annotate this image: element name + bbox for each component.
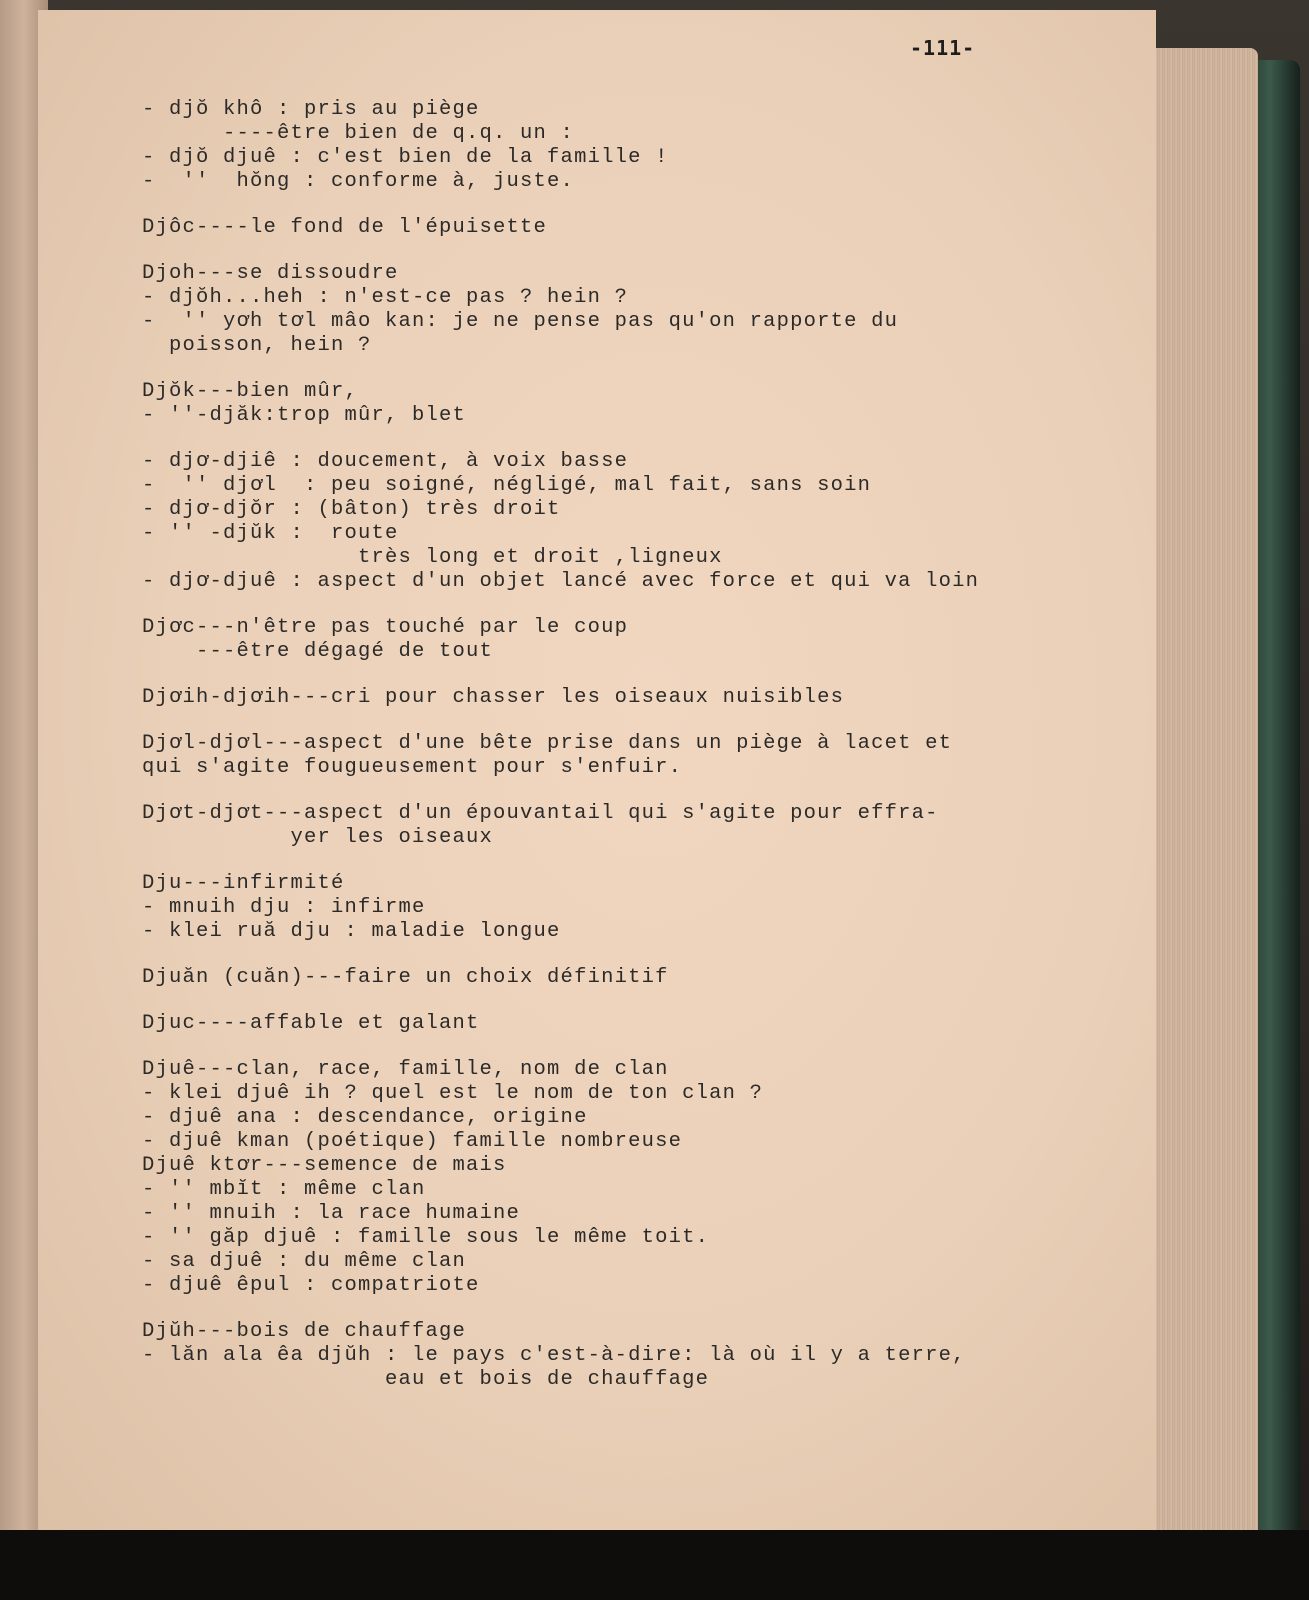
blank-line bbox=[142, 594, 1142, 616]
text-line: - djơ-djŏr : (bâton) très droit bbox=[142, 498, 561, 521]
text-line: Djuê ktơr---semence de mais bbox=[142, 1154, 507, 1177]
text-line: - '' djơl : peu soigné, négligé, mal fait, sans soin bbox=[142, 474, 872, 497]
text-line: Djuc----affable et galant bbox=[142, 1012, 480, 1035]
text-line: eau et bois de chauffage bbox=[142, 1368, 710, 1391]
page-block-edges bbox=[1148, 48, 1258, 1550]
text-line: poisson, hein ? bbox=[142, 334, 372, 357]
blank-line bbox=[142, 990, 1142, 1012]
blank-line bbox=[142, 944, 1142, 966]
blank-line bbox=[142, 194, 1142, 216]
bottom-shadow bbox=[0, 1530, 1309, 1600]
text-line: - djŏh...heh : n'est-ce pas ? hein ? bbox=[142, 286, 629, 309]
text-line: qui s'agite fougueusement pour s'enfuir. bbox=[142, 756, 683, 779]
text-line: - '' mbĭt : même clan bbox=[142, 1178, 426, 1201]
text-line: - '' mnuih : la race humaine bbox=[142, 1202, 521, 1225]
blank-line bbox=[142, 428, 1142, 450]
text-line: - mnuih dju : infirme bbox=[142, 896, 426, 919]
text-line: - '' hŏng : conforme à, juste. bbox=[142, 170, 575, 193]
blank-line bbox=[142, 240, 1142, 262]
text-line: - djŏ khô : pris au piège bbox=[142, 98, 480, 121]
text-line: - '' găp djuê : famille sous le même toit. bbox=[142, 1226, 710, 1249]
text-line: Djŏk---bien mûr, bbox=[142, 380, 359, 403]
text-line: - djơ-djiê : doucement, à voix basse bbox=[142, 450, 629, 473]
text-line: Djơih-djơih---cri pour chasser les oiseaux nuisibles bbox=[142, 686, 845, 709]
text-line: - djŏ djuê : c'est bien de la famille ! bbox=[142, 146, 669, 169]
text-line: - '' -djŭk : route bbox=[142, 522, 399, 545]
blank-line bbox=[142, 780, 1142, 802]
text-line: - djuê ana : descendance, origine bbox=[142, 1106, 588, 1129]
text-line: Djuê---clan, race, famille, nom de clan bbox=[142, 1058, 669, 1081]
blank-line bbox=[142, 1036, 1142, 1058]
text-line: - djơ-djuê : aspect d'un objet lancé avec force et qui va loin bbox=[142, 570, 980, 593]
blank-line bbox=[142, 710, 1142, 732]
blank-line bbox=[142, 664, 1142, 686]
typed-text-block bbox=[142, 98, 1142, 1392]
text-line: Djŭh---bois de chauffage bbox=[142, 1320, 467, 1343]
text-line: ----être bien de q.q. un : bbox=[142, 122, 575, 145]
text-line: ---être dégagé de tout bbox=[142, 640, 494, 663]
text-line: yer les oiseaux bbox=[142, 826, 494, 849]
text-line: Djơl-djơl---aspect d'une bête prise dans un piège à lacet et bbox=[142, 732, 953, 755]
book-page bbox=[38, 10, 1156, 1550]
text-line: Djơc---n'être pas touché par le coup bbox=[142, 616, 629, 639]
text-line: - '' yơh tơl mâo kan: je ne pense pas qu'on rapporte du bbox=[142, 310, 899, 333]
text-line: Dju---infirmité bbox=[142, 872, 345, 895]
text-line: - lăn ala êa djŭh : le pays c'est-à-dire: là où il y a terre, bbox=[142, 1344, 966, 1367]
text-line: - klei ruă dju : maladie longue bbox=[142, 920, 561, 943]
text-line: - sa djuê : du même clan bbox=[142, 1250, 467, 1273]
text-line: Djuăn (cuăn)---faire un choix définitif bbox=[142, 966, 669, 989]
page-number: -111- bbox=[910, 36, 976, 60]
text-line: - ''-djăk:trop mûr, blet bbox=[142, 404, 467, 427]
blank-line bbox=[142, 358, 1142, 380]
text-line: Djơt-djơt---aspect d'un épouvantail qui s'agite pour effra- bbox=[142, 802, 939, 825]
text-line: Djôc----le fond de l'épuisette bbox=[142, 216, 548, 239]
text-line: - djuê kman (poétique) famille nombreuse bbox=[142, 1130, 683, 1153]
blank-line bbox=[142, 1298, 1142, 1320]
text-line: - djuê êpul : compatriote bbox=[142, 1274, 480, 1297]
text-line: - klei djuê ih ? quel est le nom de ton clan ? bbox=[142, 1082, 764, 1105]
text-line: très long et droit ,ligneux bbox=[142, 546, 723, 569]
blank-line bbox=[142, 850, 1142, 872]
text-line: Djoh---se dissoudre bbox=[142, 262, 399, 285]
